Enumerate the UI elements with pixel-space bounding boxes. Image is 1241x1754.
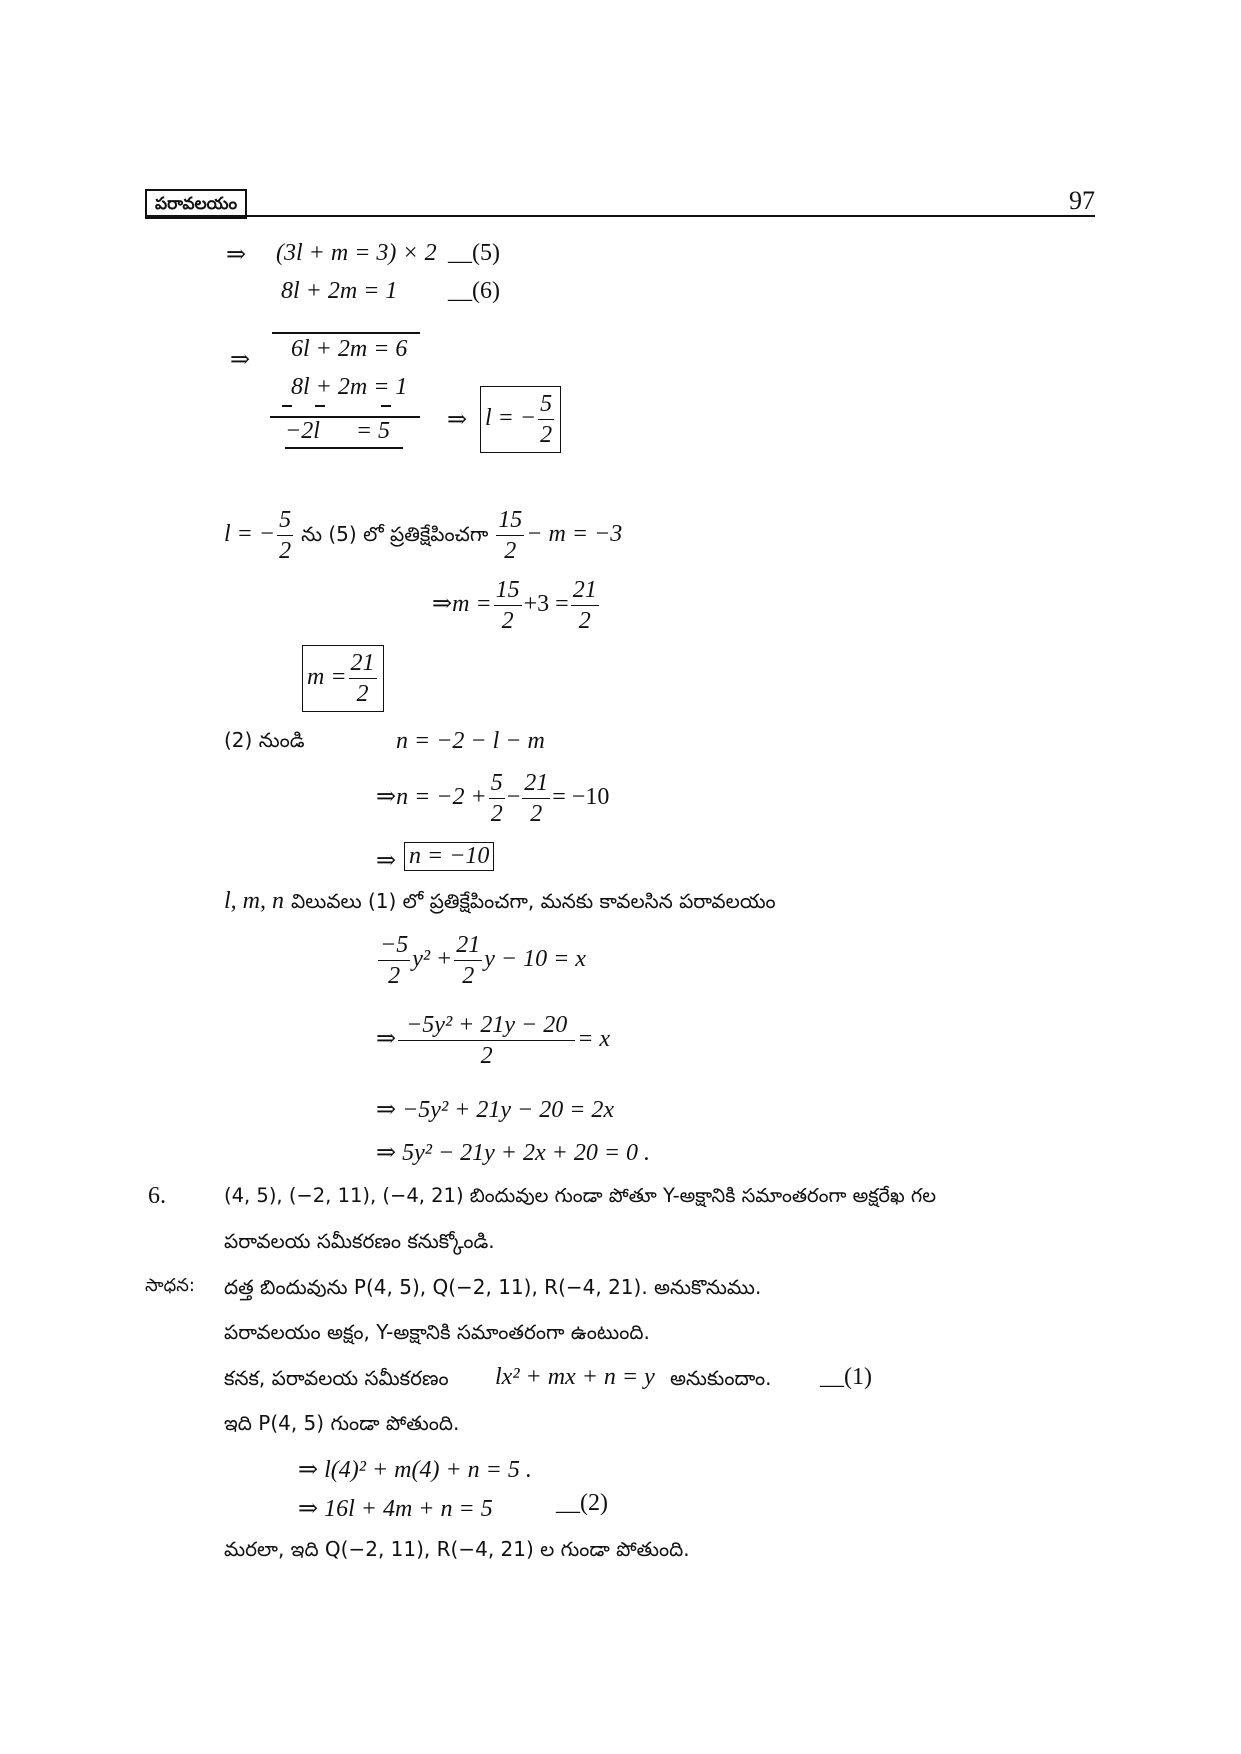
solution-6-equation-p: ⇒ l(4)² + m(4) + n = 5 .: [298, 1457, 532, 1483]
minus-sign: [381, 405, 391, 407]
equation-6l: 6l + 2m = 6: [291, 336, 408, 362]
parabola-equation-2: ⇒ $\frac{\text{−5y² + 21y − 20}}{2}$ = x: [376, 1012, 611, 1069]
from-equation-2: (2) నుండి: [224, 728, 305, 752]
equation-5: (3l + m = 3) × 2: [276, 240, 437, 266]
parabola-equation-1: $\frac{-5}{2}$ y² + $\frac{21}{2}$ y − 10 = x: [380, 932, 586, 989]
solution-6-line-3-text: కనక, పరావలయ సమీకరణం: [224, 1366, 449, 1390]
assumed-parabola-equation: lx² + mx + n = y: [495, 1364, 655, 1390]
minus-sign: [315, 405, 325, 407]
equation-tag-1: __(1): [820, 1364, 872, 1390]
m-derivation: ⇒m = $\frac{15}{2}$ +3 = $\frac{21}{2}$: [432, 577, 597, 634]
chapter-title: పరావలయం: [145, 189, 247, 219]
boxed-m-value: m = $\frac{21}{2}$: [302, 645, 384, 712]
problem-6-line-1: (4, 5), (−2, 11), (−4, 21) బిందువుల గుండా పోతూ Y-అక్షానికి సమాంతరంగా అక్షరేఖ గల: [224, 1184, 937, 1207]
minus-sign: [282, 405, 292, 407]
implies-arrow: ⇒: [230, 347, 251, 373]
implies-arrow: ⇒: [376, 848, 397, 874]
equation-8l: 8l + 2m = 1: [291, 374, 408, 400]
equation-result: −2l = 5: [285, 418, 391, 444]
n-equation: n = −2 − l − m: [396, 728, 545, 754]
parabola-equation-final: ⇒ 5y² − 21y + 2x + 20 = 0 .: [376, 1140, 651, 1166]
lmn-substitution-line: l, m, n విలువలు (1) లో ప్రతిక్షేపించగా, మనకు కావలసిన పరావలయం: [224, 888, 776, 914]
n-derivation: ⇒n = −2 + $\frac{5}{2}$ − $\frac{21}{2}$ = −10: [376, 770, 610, 827]
solution-6-line-2: పరావలయం అక్షం, Y-అక్షానికి సమాంతరంగా ఉంటుంది.: [224, 1320, 650, 1344]
solution-6-line-3-end: అనుకుందాం.: [670, 1366, 772, 1390]
parabola-equation-3: ⇒ −5y² + 21y − 20 = 2x: [376, 1097, 615, 1123]
implies-arrow: ⇒: [226, 242, 247, 268]
page-number: 97: [1069, 186, 1095, 215]
header-rule: [145, 215, 1095, 217]
problem-6-line-2: పరావలయ సమీకరణం కనుక్కోండి.: [224, 1229, 495, 1253]
solution-6-equation-2: ⇒ 16l + 4m + n = 5: [298, 1496, 493, 1522]
boxed-l-value: l = − $\frac{5}{2}$: [480, 386, 561, 453]
solution-6-line-7: మరలా, ఇది Q(−2, 11), R(−4, 21) ల గుండా పోతుంది.: [224, 1537, 690, 1561]
equation-tag-5: __(5): [448, 240, 500, 266]
implies-arrow: ⇒: [447, 407, 468, 433]
equation-tag-6: __(6): [448, 278, 500, 304]
solution-label: సాధన:: [145, 1275, 195, 1296]
rule-line: [272, 332, 420, 334]
equation-tag-2: __(2): [556, 1490, 608, 1516]
solution-6-line-1: దత్త బిందువును P(4, 5), Q(−2, 11), R(−4, 21). అనుకొనుము.: [224, 1275, 762, 1299]
problem-number: 6.: [148, 1183, 166, 1209]
boxed-n-value: n = −10: [404, 842, 494, 871]
equation-6: 8l + 2m = 1: [281, 278, 398, 304]
substitution-line: l = − $\frac{5}{2}$ ను (5) లో ప్రతిక్షేపించగా $\frac{15}{2}$ − m = −3: [224, 507, 623, 564]
rule-line: [285, 447, 403, 449]
solution-6-line-4: ఇది P(4, 5) గుండా పోతుంది.: [224, 1411, 460, 1435]
